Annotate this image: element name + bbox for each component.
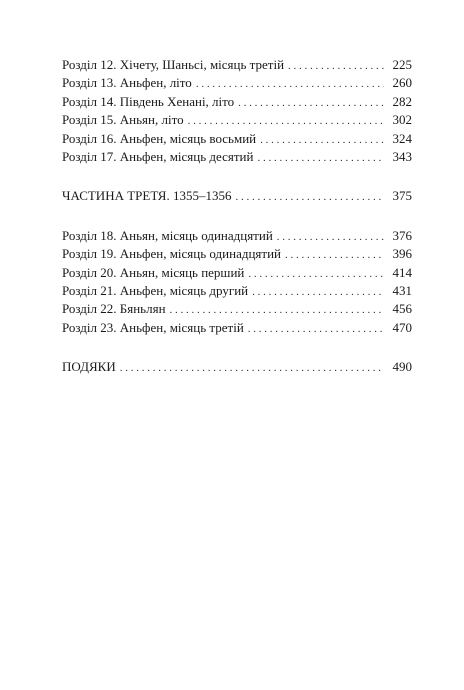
toc-entry-page: 470 (392, 319, 412, 335)
toc-entry-title: Розділ 14. Південь Хенані, літо (62, 93, 235, 109)
toc-ack-page: 490 (392, 359, 412, 375)
toc-part-page: 375 (392, 188, 412, 204)
toc-entry-chapter-16[interactable] (62, 130, 412, 148)
toc-leader-dots (260, 131, 384, 149)
toc-entry-title: Розділ 17. Аньфен, місяць десятий (62, 148, 254, 164)
toc-leader-dots (252, 283, 384, 301)
toc-entry-chapter-22[interactable] (62, 300, 412, 318)
toc-entry-title: Розділ 18. Аньян, місяць одинадцятий (62, 227, 273, 243)
toc-leader-dots (188, 112, 384, 130)
toc-entry-chapter-23[interactable] (62, 319, 412, 337)
toc-leader-dots (235, 188, 384, 206)
toc-entry-page: 343 (392, 148, 412, 164)
toc-entry-chapter-15[interactable] (62, 111, 412, 129)
toc-entry-page: 456 (392, 301, 412, 317)
toc-entry-chapter-12[interactable] (62, 56, 412, 74)
toc-entry-chapter-20[interactable] (62, 264, 412, 282)
toc-entry-chapter-17[interactable] (62, 148, 412, 166)
toc-entry-page: 225 (392, 57, 412, 72)
table-of-contents (62, 56, 412, 376)
toc-entry-title: Розділ 12. Хічету, Шаньсі, місяць третій (62, 57, 285, 72)
toc-entry-page: 396 (392, 246, 412, 262)
toc-entry-chapter-21[interactable] (62, 282, 412, 300)
toc-entry-page: 414 (392, 264, 412, 280)
toc-entry-chapter-14[interactable] (62, 93, 412, 111)
toc-leader-dots (120, 359, 384, 377)
toc-entry-chapter-19[interactable] (62, 245, 412, 263)
toc-entry-part-three[interactable] (62, 187, 412, 205)
toc-entry-page: 260 (392, 75, 412, 91)
toc-entry-title: Розділ 13. Аньфен, літо (62, 75, 192, 91)
toc-leader-dots (196, 75, 384, 93)
toc-entry-title: Розділ 20. Аньян, місяць перший (62, 264, 245, 280)
section-spacer (62, 166, 412, 187)
toc-entry-title: Розділ 19. Аньфен, місяць одинадцятий (62, 246, 281, 262)
toc-entry-page: 302 (392, 112, 412, 128)
toc-entry-title: Розділ 22. Бяньлян (62, 301, 166, 317)
toc-part-title: ЧАСТИНА ТРЕТЯ. 1355–1356 (62, 188, 232, 204)
toc-leader-dots (288, 57, 384, 75)
toc-leader-dots (248, 265, 384, 283)
toc-ack-title: ПОДЯКИ (62, 359, 116, 375)
section-spacer (62, 206, 412, 227)
toc-group-1 (62, 56, 412, 166)
toc-entry-title: Розділ 16. Аньфен, місяць восьмий (62, 130, 257, 146)
toc-leader-dots (277, 228, 384, 246)
toc-group-2 (62, 227, 412, 337)
toc-entry-title: Розділ 15. Аньян, літо (62, 112, 184, 128)
toc-entry-page: 324 (392, 130, 412, 146)
toc-entry-title: Розділ 23. Аньфен, місяць третій (62, 319, 244, 335)
toc-entry-page: 376 (392, 227, 412, 243)
toc-entry-page: 282 (392, 93, 412, 109)
section-spacer (62, 337, 412, 358)
toc-leader-dots (285, 246, 384, 264)
toc-entry-acknowledgements[interactable] (62, 358, 412, 376)
toc-leader-dots (248, 320, 384, 338)
toc-leader-dots (257, 149, 384, 167)
toc-entry-title: Розділ 21. Аньфен, місяць другий (62, 282, 249, 298)
toc-entry-page: 431 (392, 282, 412, 298)
toc-entry-chapter-18[interactable] (62, 227, 412, 245)
toc-leader-dots (170, 301, 384, 319)
toc-leader-dots (238, 94, 384, 112)
toc-entry-chapter-13[interactable] (62, 74, 412, 92)
